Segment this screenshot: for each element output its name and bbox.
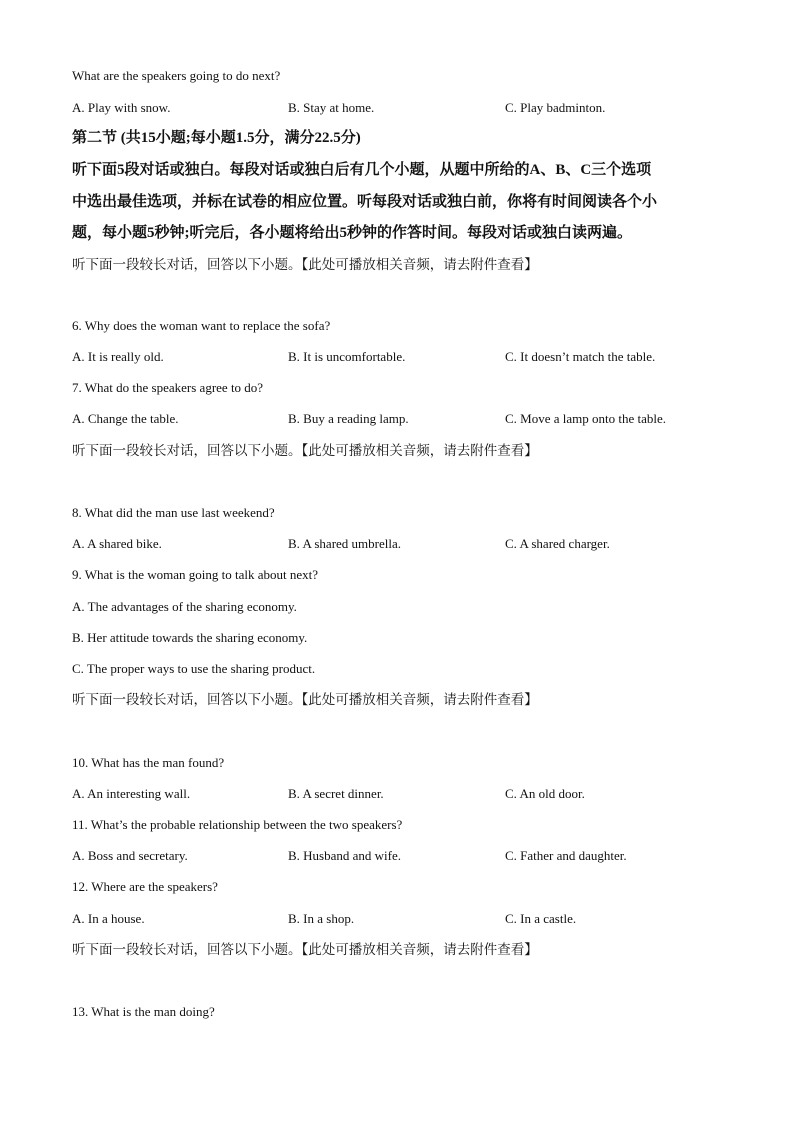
question-text: 8. What did the man use last weekend? [72,505,275,520]
audio-note: 听下面一段较长对话，回答以下小题。【此处可播放相关音频，请去附件查看】 [72,942,538,958]
question-text: 10. What has the man found? [72,755,225,770]
option-a: A. It is really old. [72,349,164,364]
option-b: B. A shared umbrella. [288,536,402,551]
option-c: C. Father and daughter. [505,848,627,863]
question-text: What are the speakers going to do next? [72,68,281,83]
section-instruction-3: 题，每小题5秒钟;听完后，各小题将给出5秒钟的作答时间。每段对话或独白读两遍。 [72,225,632,241]
audio-note: 听下面一段较长对话，回答以下小题。【此处可播放相关音频，请去附件查看】 [72,443,538,459]
audio-note: 听下面一段较长对话，回答以下小题。【此处可播放相关音频，请去附件查看】 [72,692,538,708]
section-instruction-1: 听下面5段对话或独白。每段对话或独白后有几个小题，从题中所给的A、B、C三个选项 [72,162,652,178]
question-text: 11. What’s the probable relationship between the two speakers? [72,817,403,832]
question-text: 13. What is the man doing? [72,1004,215,1019]
option-b: B. A secret dinner. [288,786,384,801]
section-instruction-2: 中选出最佳选项，并标在试卷的相应位置。听每段对话或独白前，你将有时间阅读各个小 [72,194,658,210]
option-c: C. A shared charger. [505,536,610,551]
option-a: A. Play with snow. [72,100,171,115]
question-text: 6. Why does the woman want to replace the sofa? [72,318,331,333]
option-b: B. Buy a reading lamp. [288,411,409,426]
question-text: 12. Where are the speakers? [72,879,218,894]
option-b: B. Husband and wife. [288,848,402,863]
option-a: A. An interesting wall. [72,786,191,801]
option-a: A. The advantages of the sharing economy. [72,599,297,614]
option-a: A. Change the table. [72,411,179,426]
option-b: B. In a shop. [288,911,355,926]
option-c: C. An old door. [505,786,585,801]
option-c: C. Move a lamp onto the table. [505,411,667,426]
option-a: A. In a house. [72,911,145,926]
audio-note: 听下面一段较长对话，回答以下小题。【此处可播放相关音频，请去附件查看】 [72,257,538,273]
option-c: C. It doesn’t match the table. [505,349,656,364]
option-b: B. It is uncomfortable. [288,349,406,364]
option-b: B. Stay at home. [288,100,375,115]
option-a: A. Boss and secretary. [72,848,188,863]
option-c: C. Play badminton. [505,100,606,115]
option-a: A. A shared bike. [72,536,162,551]
question-text: 7. What do the speakers agree to do? [72,380,264,395]
option-c: C. In a castle. [505,911,577,926]
question-text: 9. What is the woman going to talk about next? [72,567,318,582]
option-c: C. The proper ways to use the sharing product. [72,661,316,676]
option-b: B. Her attitude towards the sharing economy. [72,630,308,645]
section-heading: 第二节 (共15小题;每小题1.5分，满分22.5分) [72,130,361,146]
